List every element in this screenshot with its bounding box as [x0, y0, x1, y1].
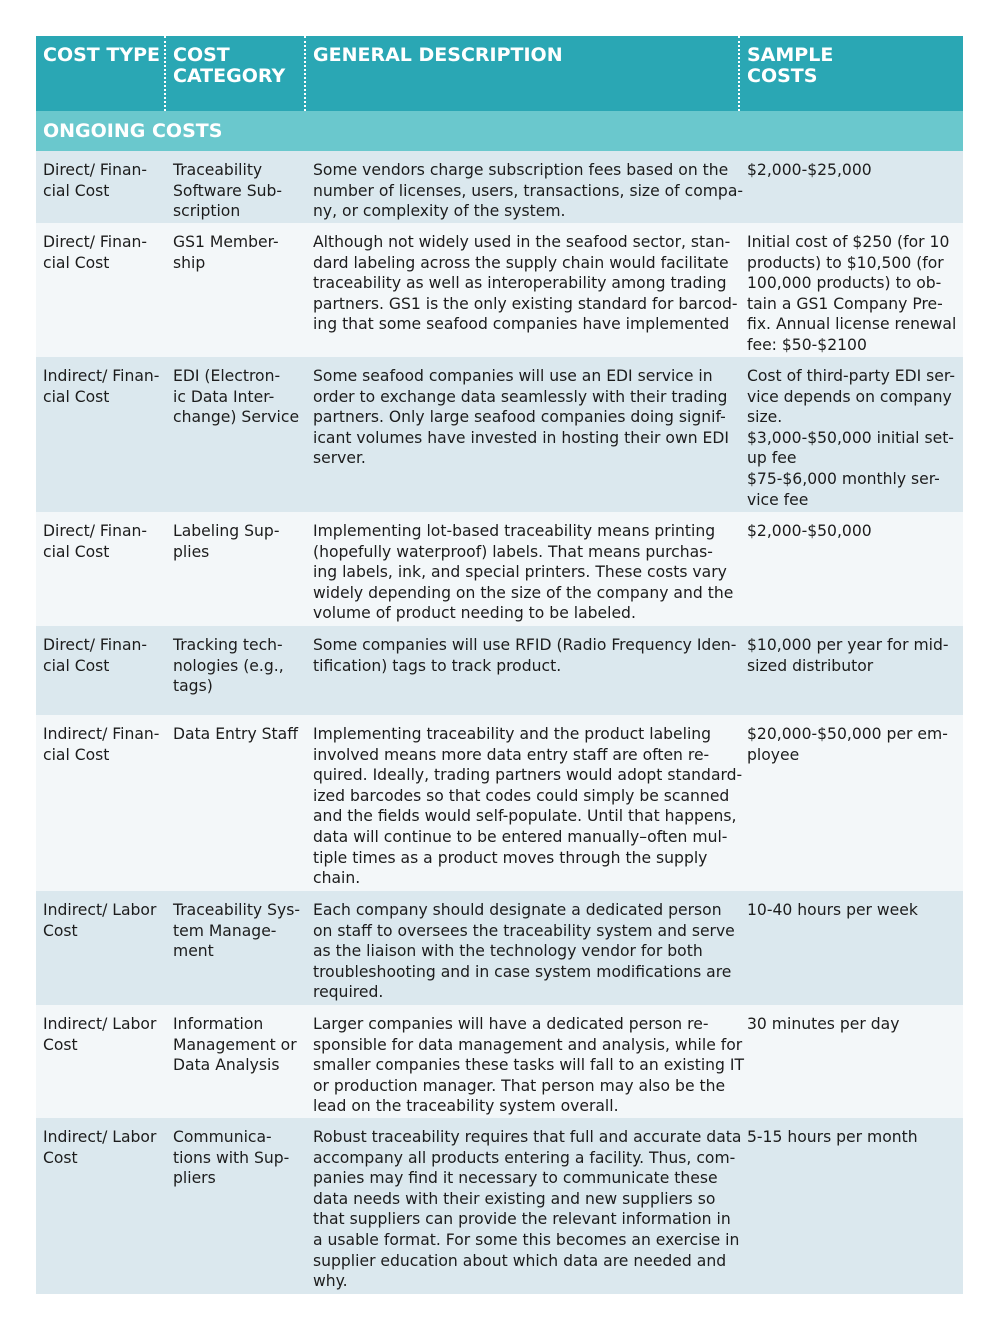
cell-text-line: traceability as well as interoperability among trading — [313, 274, 727, 293]
description-cell — [306, 223, 740, 357]
description-cell — [306, 151, 744, 223]
cell-text-line: plies — [173, 542, 210, 561]
cell-text-line: Implementing traceability and the product labeling — [313, 725, 712, 743]
cell-text-line: Cost — [43, 1148, 78, 1167]
cell-text-line: chain. — [313, 869, 361, 888]
cell-text-line: EDI (Electron- — [173, 367, 281, 385]
cell-text-line: server. — [313, 449, 366, 468]
description-cell — [306, 1118, 740, 1294]
cell-text-line: Some seafood companies will use an EDI service in — [313, 367, 713, 385]
table-row — [36, 357, 963, 512]
cell-text-line: Direct/ Finan- — [43, 161, 148, 179]
cell-text-line: as the liaison with the technology vendor for both — [313, 942, 703, 961]
cell-text-line: ing that some seafood companies have implemented — [313, 315, 730, 334]
cell-text-line: Data Analysis — [173, 1056, 280, 1075]
cell-text-line: tags) — [173, 677, 213, 696]
cell-text-line: and the fields would self-populate. Until that happens, — [313, 807, 737, 826]
cell-text-line: Robust traceability requires that full and accurate data — [313, 1128, 742, 1146]
cell-text-line: Direct/ Finan- — [43, 233, 148, 251]
cell-text-line: ic Data Inter- — [173, 387, 275, 406]
cell-text-line: Tracking tech- — [173, 636, 283, 654]
cell-text-line: data will continue to be entered manually–often mul- — [313, 827, 728, 846]
header-line: COST TYPE — [43, 44, 160, 66]
cell-text-line: vice fee — [747, 490, 809, 509]
cell-text-line: smaller companies these tasks will fall to an existing IT — [313, 1056, 745, 1075]
table-row — [36, 1118, 963, 1294]
sample-costs-cell — [740, 357, 963, 512]
cell-text-line: tions with Sup- — [173, 1148, 290, 1167]
cost-type-cell — [36, 715, 166, 891]
cell-text-line: Communica- — [173, 1128, 272, 1146]
cost-type-cell — [36, 891, 166, 1005]
cell-text-line: Implementing lot-based traceability means printing — [313, 522, 716, 540]
header-line: COSTS — [747, 65, 818, 87]
cell-text-line: Cost of third-party EDI ser- — [747, 367, 955, 385]
cell-text-line: Labeling Sup- — [173, 522, 280, 540]
cell-text-line: data needs with their existing and new suppliers so — [313, 1189, 716, 1208]
cell-text-line: GS1 Member- — [173, 233, 279, 251]
cost-category-cell — [166, 626, 306, 715]
cell-text-line: Traceability Sys- — [173, 901, 300, 919]
cell-text-line: Cost — [43, 1035, 78, 1054]
table-row — [36, 512, 963, 626]
cell-text-line: a usable format. For some this becomes an exercise in — [313, 1230, 740, 1249]
header-line: SAMPLE — [747, 44, 834, 66]
sample-costs-cell — [740, 1118, 963, 1294]
table-row — [36, 891, 963, 1005]
cell-text-line: Cost — [43, 921, 78, 940]
cell-text-line: (hopefully waterproof) labels. That means purchas- — [313, 542, 713, 561]
cell-text-line: sponsible for data management and analysis, while for — [313, 1035, 743, 1054]
cost-type-cell — [36, 1005, 166, 1118]
cost-category-cell — [166, 357, 306, 512]
cost-type-cell — [36, 151, 166, 223]
cell-text-line: Information — [173, 1015, 264, 1033]
cell-text-line: sized distributor — [747, 656, 874, 675]
cell-text-line: tem Manage- — [173, 921, 277, 940]
cost-category-cell — [166, 512, 306, 626]
header-line: COST — [173, 44, 230, 66]
cell-text-line: 100,000 products) to ob- — [747, 274, 942, 293]
section-header — [36, 111, 963, 151]
cell-text-line: ized barcodes so that codes could simply be scanned — [313, 786, 730, 805]
description-cell — [306, 891, 740, 1005]
description-cell — [306, 626, 740, 715]
cell-text-line: ployee — [747, 745, 800, 764]
cell-text-line: or production manager. That person may also be the — [313, 1076, 726, 1095]
cell-text-line: Larger companies will have a dedicated person re- — [313, 1015, 709, 1033]
cell-text-line: Indirect/ Finan- — [43, 367, 160, 385]
cell-text-line: quired. Ideally, trading partners would adopt standard- — [313, 766, 743, 785]
table-row — [36, 1005, 963, 1118]
cell-text-line: number of licenses, users, transactions, size of compa- — [313, 181, 744, 200]
cell-text-line: ing labels, ink, and special printers. These costs vary — [313, 563, 727, 582]
cell-text-line: Although not widely used in the seafood sector, stan- — [313, 233, 731, 251]
cell-text-line: widely depending on the size of the company and the — [313, 583, 734, 602]
cell-text-line: Data Entry Staff — [173, 725, 298, 743]
cell-text-line: Direct/ Finan- — [43, 522, 148, 540]
table-row — [36, 626, 963, 715]
cell-text-line: Initial cost of $250 (for 10 — [747, 233, 950, 251]
cell-text-line: ment — [173, 942, 214, 961]
description-cell — [306, 357, 740, 512]
cell-text-line: tification) tags to track product. — [313, 656, 562, 675]
cell-text-line: $20,000-$50,000 per em- — [747, 725, 948, 743]
cell-text-line: $10,000 per year for mid- — [747, 636, 949, 654]
cell-text-line: lead on the traceability system overall. — [313, 1097, 619, 1116]
cell-text-line: vice depends on company — [747, 387, 952, 406]
cell-text-line: Indirect/ Labor — [43, 901, 157, 919]
header-line: GENERAL DESCRIPTION — [313, 44, 563, 66]
cost-category-cell — [166, 223, 306, 357]
table-body — [36, 151, 963, 1294]
cell-text-line: Direct/ Finan- — [43, 636, 148, 654]
cost-category-cell — [166, 715, 306, 891]
table-row — [36, 223, 963, 357]
section-title: ONGOING COSTS — [43, 120, 223, 142]
cell-text-line: nologies (e.g., — [173, 656, 284, 675]
sample-costs-cell — [740, 715, 963, 891]
cell-text-line: fee: $50-$2100 — [747, 335, 867, 354]
cell-text-line: troubleshooting and in case system modifications are — [313, 962, 732, 981]
cell-text-line: involved means more data entry staff are often re- — [313, 745, 710, 764]
cell-text-line: Traceability — [173, 161, 263, 179]
cell-text-line: on staff to oversees the traceability system and serve — [313, 921, 735, 940]
cell-text-line: why. — [313, 1272, 348, 1291]
cell-text-line: volume of product needing to be labeled. — [313, 604, 636, 623]
cell-text-line: 10-40 hours per week — [747, 901, 918, 919]
cell-text-line: partners. GS1 is the only existing standard for barcod- — [313, 294, 738, 313]
header-sample-costs — [740, 36, 963, 111]
description-cell — [306, 715, 743, 891]
cell-text-line: accompany all products entering a facility. Thus, com- — [313, 1148, 736, 1167]
cell-text-line: products) to $10,500 (for — [747, 253, 944, 272]
cell-text-line: dard labeling across the supply chain would facilitate — [313, 253, 729, 272]
cell-text-line: Software Sub- — [173, 181, 283, 200]
cell-text-line: tiple times as a product moves through the supply — [313, 848, 708, 867]
cell-text-line: up fee — [747, 449, 797, 468]
cell-text-line: order to exchange data seamlessly with their trading — [313, 387, 728, 406]
header-general-description — [306, 36, 740, 111]
sample-costs-cell — [740, 891, 963, 1005]
cell-text-line: $2,000-$25,000 — [747, 161, 872, 179]
cell-text-line: cial Cost — [43, 745, 110, 764]
cell-text-line: Indirect/ Labor — [43, 1128, 157, 1146]
cost-category-cell — [166, 1118, 306, 1294]
cell-text-line: supplier education about which data are needed and — [313, 1251, 727, 1270]
cell-text-line: panies may find it necessary to communicate these — [313, 1169, 718, 1188]
cost-type-cell — [36, 626, 166, 715]
cell-text-line: ship — [173, 253, 206, 272]
cell-text-line: change) Service — [173, 408, 300, 427]
cost-type-cell — [36, 512, 166, 626]
header-cost-category — [166, 36, 306, 111]
cell-text-line: Some vendors charge subscription fees based on the — [313, 161, 729, 179]
cost-category-cell — [166, 1005, 306, 1118]
cell-text-line: required. — [313, 983, 384, 1002]
cost-category-cell — [166, 891, 306, 1005]
cell-text-line: pliers — [173, 1169, 216, 1188]
table-header — [36, 36, 963, 111]
sample-costs-cell — [740, 626, 963, 715]
cell-text-line: cial Cost — [43, 253, 110, 272]
cell-text-line: tain a GS1 Company Pre- — [747, 294, 943, 313]
cost-type-cell — [36, 223, 166, 357]
ongoing-costs-table — [36, 36, 963, 1294]
sample-costs-cell — [740, 151, 963, 223]
header-line: CATEGORY — [173, 65, 286, 87]
cost-type-cell — [36, 1118, 166, 1294]
cell-text-line: Indirect/ Labor — [43, 1015, 157, 1033]
cell-text-line: Indirect/ Finan- — [43, 725, 160, 743]
header-cost-type — [36, 36, 166, 111]
cell-text-line: 30 minutes per day — [747, 1015, 900, 1033]
cell-text-line: size. — [747, 408, 783, 427]
cell-text-line: cial Cost — [43, 181, 110, 200]
cell-text-line: ny, or complexity of the system. — [313, 202, 566, 221]
description-cell — [306, 1005, 745, 1118]
cell-text-line: fix. Annual license renewal — [747, 315, 957, 334]
sample-costs-cell — [740, 223, 963, 357]
cell-text-line: partners. Only large seafood companies doing signif- — [313, 408, 726, 427]
cell-text-line: cial Cost — [43, 656, 110, 675]
table-row — [36, 715, 963, 891]
cell-text-line: 5-15 hours per month — [747, 1128, 918, 1146]
cell-text-line: icant volumes have invested in hosting their own EDI — [313, 428, 729, 447]
cell-text-line: scription — [173, 202, 241, 221]
cell-text-line: $2,000-$50,000 — [747, 522, 872, 540]
sample-costs-cell — [740, 1005, 963, 1118]
description-cell — [306, 512, 740, 626]
cell-text-line: cial Cost — [43, 387, 110, 406]
sample-costs-cell — [740, 512, 963, 626]
cost-category-cell — [166, 151, 306, 223]
cell-text-line: $75-$6,000 monthly ser- — [747, 469, 940, 488]
cell-text-line: Some companies will use RFID (Radio Frequency Iden- — [313, 636, 737, 654]
cell-text-line: Each company should designate a dedicated person — [313, 901, 722, 919]
cost-type-cell — [36, 357, 166, 512]
table-row — [36, 151, 963, 223]
cell-text-line: that suppliers can provide the relevant information in — [313, 1210, 731, 1229]
cell-text-line: cial Cost — [43, 542, 110, 561]
cell-text-line: $3,000-$50,000 initial set- — [747, 428, 954, 447]
cell-text-line: Management or — [173, 1035, 297, 1054]
